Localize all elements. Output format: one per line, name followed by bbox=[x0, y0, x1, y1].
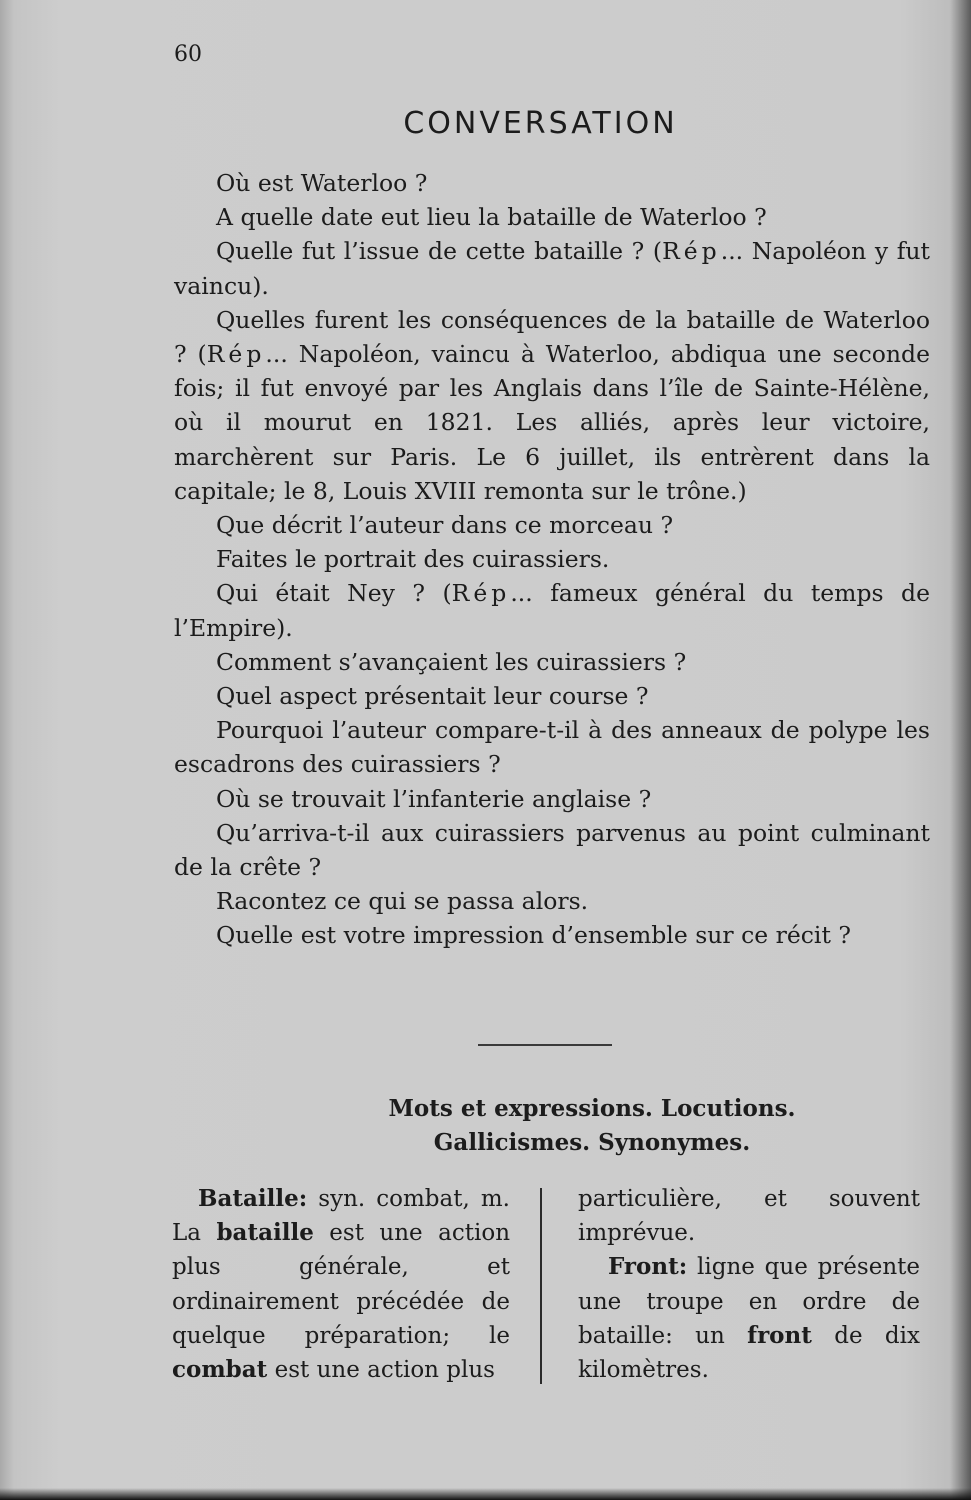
definition-text-continued: particulière, et souvent imprévue. bbox=[578, 1186, 920, 1247]
question-7-answer: ... fameux général du temps de l’Empire). bbox=[174, 579, 930, 642]
vocab-heading bbox=[174, 1092, 930, 1160]
column-divider bbox=[540, 1188, 542, 1384]
question-3-text: Quelle fut l’issue de cette bataille ? ( bbox=[216, 237, 663, 266]
term-front: Front: bbox=[608, 1253, 688, 1281]
question-10: Pourquoi l’auteur compare-t-il à des anneaux de polype les escadrons des cuirassiers ? bbox=[174, 716, 930, 779]
question-8: Comment s’avançaient les cuirassiers ? bbox=[216, 647, 687, 676]
question-7-text: Qui était Ney ? ( bbox=[216, 579, 452, 608]
reponse-label: Rép bbox=[206, 340, 266, 369]
conversation-questions bbox=[174, 166, 930, 953]
question-11: Où se trouvait l’infanterie anglaise ? bbox=[216, 784, 652, 813]
entry-front bbox=[578, 1250, 920, 1387]
question-2: A quelle date eut lieu la bataille de Waterloo ? bbox=[216, 203, 767, 232]
term-front-inline: front bbox=[747, 1321, 812, 1349]
question-3-answer: ... Napoléon y fut vaincu). bbox=[174, 237, 931, 300]
reponse-label: Rép bbox=[662, 237, 721, 266]
question-1: Où est Waterloo ? bbox=[216, 169, 428, 197]
term-combat-inline: combat bbox=[172, 1356, 268, 1384]
definition-text: syn. combat, m. La bbox=[172, 1186, 510, 1247]
vocab-heading-line-2: Gallicismes. Synonymes. bbox=[433, 1129, 751, 1156]
section-divider bbox=[478, 1044, 612, 1046]
entry-bataille-continued bbox=[578, 1182, 920, 1250]
question-9: Quel aspect présentait leur course ? bbox=[216, 682, 649, 711]
question-12: Qu’arriva-t-il aux cuirassiers parvenus au point culminant de la crête ? bbox=[174, 818, 930, 882]
question-4-text: Quelles furent les conséquences de la bataille de Waterloo ? ( bbox=[174, 305, 930, 369]
question-6: Faites le portrait des cuirassiers. bbox=[216, 545, 610, 574]
vocab-column-left bbox=[172, 1182, 510, 1387]
page-number: 60 bbox=[174, 42, 202, 67]
question-3 bbox=[174, 234, 930, 302]
vocab-heading-line-1: Mots et expressions. Locutions. bbox=[388, 1095, 796, 1122]
definition-text: ligne que présente une troupe en ordre de bataille: un bbox=[578, 1254, 920, 1349]
definition-text: de dix kilomètres. bbox=[578, 1322, 920, 1384]
definition-text: est une action plus bbox=[267, 1357, 495, 1384]
page-edge-shadow bbox=[0, 1488, 971, 1500]
entry-bataille bbox=[172, 1182, 510, 1387]
section-title: CONVERSATION bbox=[403, 106, 678, 141]
question-7 bbox=[174, 576, 930, 644]
term-bataille: Bataille: bbox=[198, 1185, 308, 1212]
question-13: Racontez ce qui se passa alors. bbox=[216, 887, 589, 916]
question-5: Que décrit l’auteur dans ce morceau ? bbox=[216, 511, 674, 540]
question-4-answer: ... Napoléon, vaincu à Waterloo, abdiqua une seconde fois; il fut envoyé par les Anglais dans l’île de Sainte-Hélène, où il mourut en 1821. Les alliés, après leur victoire, marchèrent sur Paris. Le 6 juillet, ils entrèrent dans la capitale; le 8, Louis XVIII remonta sur le trône.) bbox=[174, 340, 930, 505]
question-4 bbox=[174, 303, 930, 508]
vocab-column-right bbox=[578, 1182, 920, 1387]
term-bataille-inline: bataille bbox=[216, 1219, 314, 1247]
question-14: Quelle est votre impression d’ensemble sur ce récit ? bbox=[216, 921, 851, 950]
definition-text: est une action plus générale, et ordinairement précédée de quelque préparation; le bbox=[172, 1220, 511, 1349]
reponse-label: Rép bbox=[451, 579, 511, 608]
